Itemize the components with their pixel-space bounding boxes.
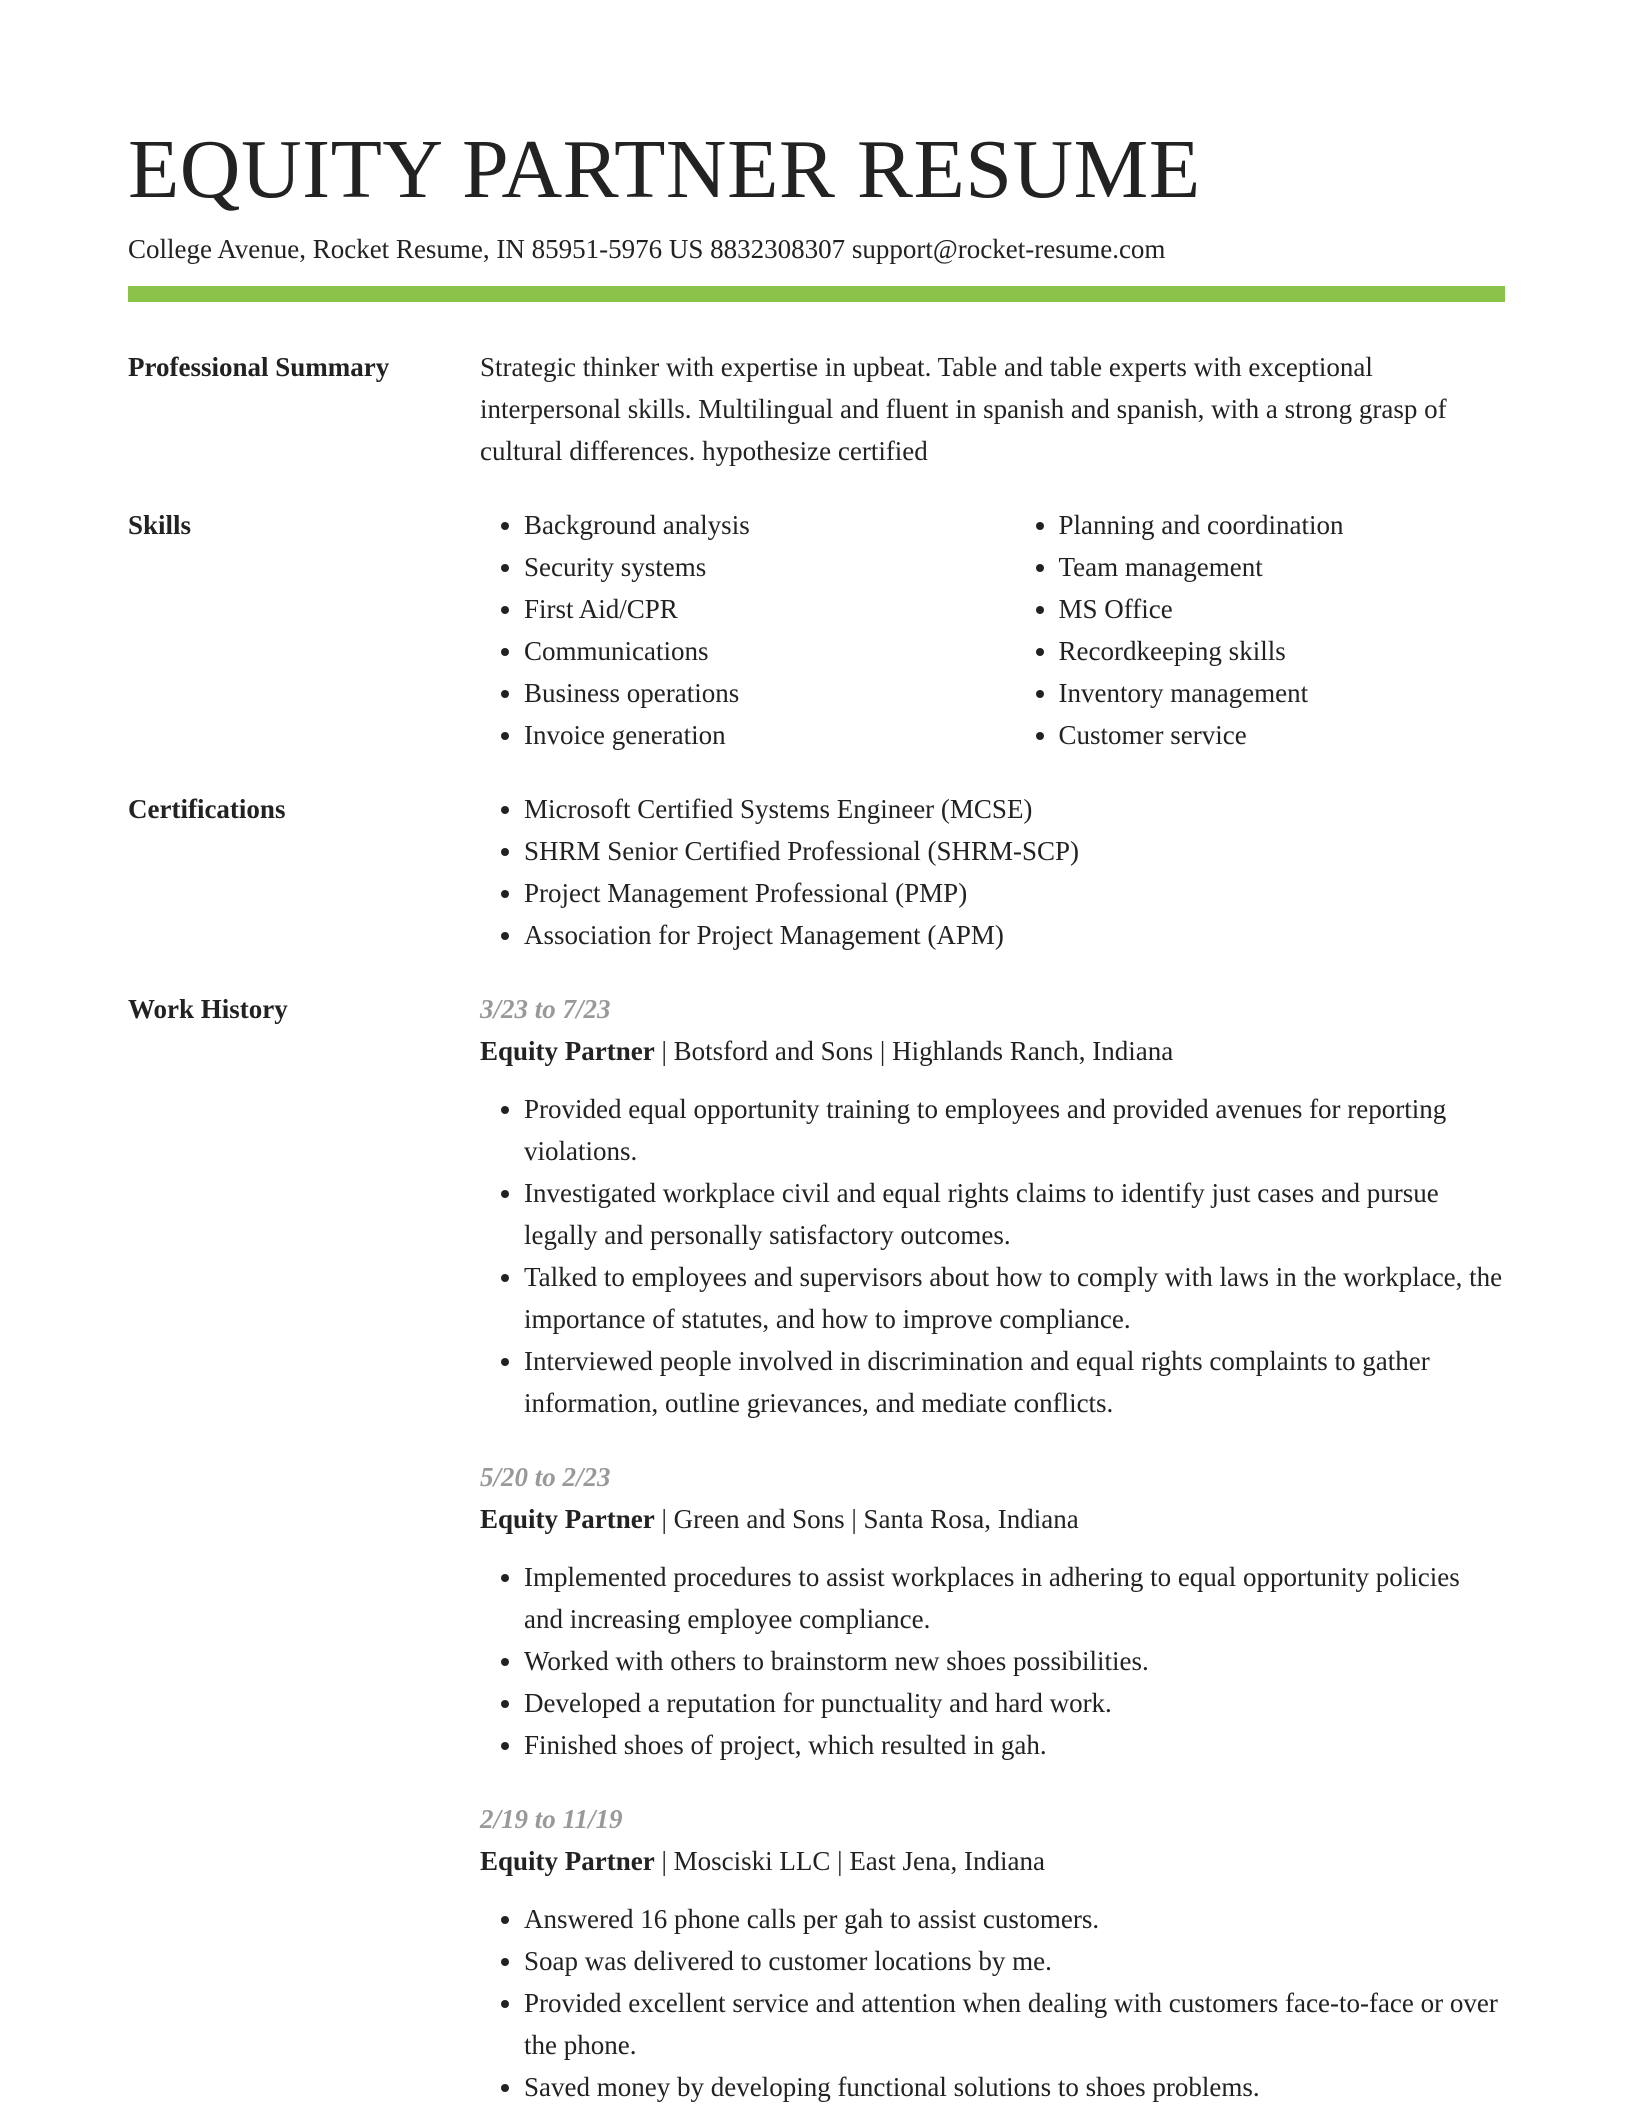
- skill-item: • Communications: [524, 630, 971, 672]
- job-bullet: • Worked with others to brainstorm new shoes possibilities.: [524, 1640, 1505, 1682]
- job-bullet: • Implemented procedures to assist workplaces in adhering to equal opportunity policies and increasing employee compliance.: [524, 1556, 1505, 1640]
- job-bullet: • Saved money by developing functional solutions to shoes problems.: [524, 2066, 1505, 2108]
- work-history-label: Work History: [128, 994, 288, 1024]
- job-bullet: • Provided excellent service and attention when dealing with customers face-to-face or over the phone.: [524, 1982, 1505, 2066]
- job-title-line: [480, 1498, 1505, 1540]
- job-bullet: • Talked to employees and supervisors about how to comply with laws in the workplace, the importance of statutes, and how to improve compliance.: [524, 1256, 1505, 1340]
- job-title: Equity Partner: [480, 1846, 655, 1876]
- job-entry: [480, 1798, 1505, 2108]
- job-dates: 5/20 to 2/23: [480, 1462, 611, 1492]
- job-entry: [480, 1456, 1505, 1766]
- contact-line: College Avenue, Rocket Resume, IN 85951-5976 US 8832308307 support@rocket-resume.com: [128, 234, 1166, 264]
- job-bullet: • Soap was delivered to customer locations by me.: [524, 1940, 1505, 1982]
- job-bullet: • Answered 16 phone calls per gah to assist customers.: [524, 1898, 1505, 1940]
- job-bullet: • Provided equal opportunity training to employees and provided avenues for reporting violations.: [524, 1088, 1505, 1172]
- skill-item: • Business operations: [524, 672, 971, 714]
- skill-item: • Customer service: [1059, 714, 1506, 756]
- job-bullet: • Interviewed people involved in discrimination and equal rights complaints to gather information, outline grievances, and mediate conflicts.: [524, 1340, 1505, 1424]
- skills-column-2: [1015, 504, 1506, 756]
- job-title-line: [480, 1030, 1505, 1072]
- skills-label: Skills: [128, 510, 192, 540]
- skill-item: • First Aid/CPR: [524, 588, 971, 630]
- resume-title: EQUITY PARTNER RESUME: [128, 123, 1201, 216]
- job-bullet: • Investigated workplace civil and equal rights claims to identify just cases and pursue legally and personally satisfactory outcomes.: [524, 1172, 1505, 1256]
- job-bullets: [480, 1088, 1505, 1424]
- skills-column-1: [480, 504, 971, 756]
- certifications-list: [480, 788, 1505, 956]
- skill-item: • Background analysis: [524, 504, 971, 546]
- job-title-line: [480, 1840, 1505, 1882]
- skill-item: • Inventory management: [1059, 672, 1506, 714]
- job-bullet: • Developed a reputation for punctuality and hard work.: [524, 1682, 1505, 1724]
- job-details: | Mosciski LLC | East Jena, Indiana: [654, 1846, 1045, 1876]
- skill-item: • Team management: [1059, 546, 1506, 588]
- job-bullets: [480, 1898, 1505, 2108]
- job-bullets: [480, 1556, 1505, 1766]
- job-title: Equity Partner: [480, 1504, 655, 1534]
- summary-label: Professional Summary: [128, 352, 390, 382]
- certifications-label: Certifications: [128, 794, 286, 824]
- skill-item: • MS Office: [1059, 588, 1506, 630]
- skill-item: • Recordkeeping skills: [1059, 630, 1506, 672]
- job-entry: [480, 988, 1505, 1424]
- job-details: | Botsford and Sons | Highlands Ranch, Indiana: [654, 1036, 1174, 1066]
- summary-text: Strategic thinker with expertise in upbeat. Table and table experts with exceptional interpersonal skills. Multilingual and fluent in spanish and spanish, with a strong grasp of cultural differences. hypothesize certified: [480, 352, 1447, 466]
- certification-item: • SHRM Senior Certified Professional (SHRM-SCP): [524, 830, 1505, 872]
- job-bullet: • Finished shoes of project, which resulted in gah.: [524, 1724, 1505, 1766]
- job-dates: 3/23 to 7/23: [480, 994, 611, 1024]
- job-details: | Green and Sons | Santa Rosa, Indiana: [654, 1504, 1079, 1534]
- job-title: Equity Partner: [480, 1036, 655, 1066]
- skill-item: • Planning and coordination: [1059, 504, 1506, 546]
- accent-divider: [128, 286, 1505, 302]
- skills-grid: [480, 504, 1505, 756]
- certification-item: • Microsoft Certified Systems Engineer (MCSE): [524, 788, 1505, 830]
- job-dates: 2/19 to 11/19: [480, 1804, 623, 1834]
- skill-item: • Security systems: [524, 546, 971, 588]
- certification-item: • Association for Project Management (APM): [524, 914, 1505, 956]
- certification-item: • Project Management Professional (PMP): [524, 872, 1505, 914]
- skill-item: • Invoice generation: [524, 714, 971, 756]
